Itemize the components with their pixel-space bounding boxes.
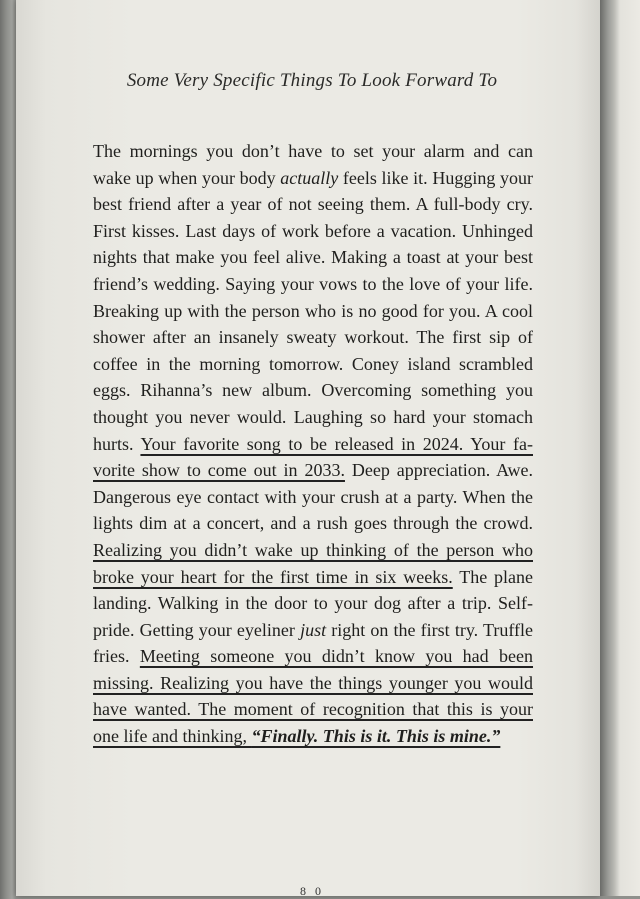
text-segment: The mornings you don’t have to set your alarm and can wake up when your body	[93, 141, 533, 188]
text-segment: feels like it. Hugging your best friend after a year of not seeing them. A full-body cry. First kisses. Last days of work before a vacation. Unhinged nights that make you feel alive. Making a toast at your best friend’s wedding. Saying your vows to the love of your life. Breaking up with the person who is no good for you. A cool shower after an insanely sweaty workout. The first sip of coffee in the morning tomorrow. Coney island scrambled eggs. Rihanna’s new album. Overcoming something you thought you never would. Laughing so hard your stomach hurts.	[93, 167, 533, 454]
closing-quote: “Finally. This is it. This is mine.”	[251, 726, 501, 747]
text-segment: Deep appreciation. Awe. Dangerous eye contact with your crush at a party. When the lights dim at a concert, and a rush goes through the crowd.	[93, 460, 533, 534]
next-page-edge	[600, 0, 640, 896]
body-paragraph	[93, 138, 533, 750]
underlined-passage: Meeting someone you didn’t know you had been missing. Realizing you have the things younger you would have wanted. The moment of recognition that this is your one life and thinking,	[93, 646, 534, 747]
underlined-passage: Realizing you didn’t wake up thinking of the person who broke your heart for the first time in six weeks.	[93, 539, 533, 587]
text-segment: right on the first try. Truffle fries.	[93, 619, 533, 667]
chapter-title: Some Very Specific Things To Look Forward To	[126, 70, 498, 91]
emphasis-just: just	[300, 619, 327, 640]
text-segment: The plane landing. Walking in the door to your dog after a trip. Self-pride. Getting your eyeliner	[93, 566, 534, 640]
emphasis-actually: actually	[280, 167, 339, 188]
page-number: 8 0	[300, 884, 324, 898]
underlined-passage: Your favorite song to be released in 2024. Your favorite show to come out in 2033.	[93, 433, 533, 481]
